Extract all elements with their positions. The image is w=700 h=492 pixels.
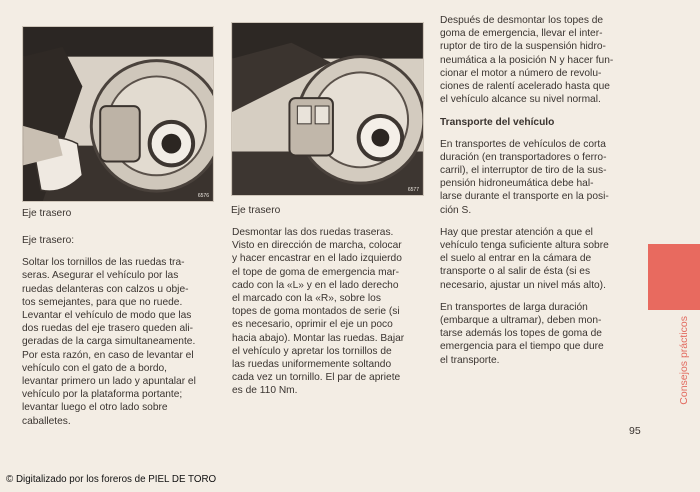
credit-line: © Digitalizado por los foreros de PIEL DE TORO xyxy=(6,474,217,485)
paragraph: En transportes de larga duración (embarque a ultramar), deben mon- tarse además los topes de goma de emergencia para el tiempo que dure el transporte. xyxy=(440,301,604,366)
column-1 xyxy=(22,234,218,437)
figure-rear-axle-photo-2 xyxy=(231,22,424,196)
column-3 xyxy=(440,14,636,376)
paragraph: Después de desmontar los topes de goma de emergencia, llevar el inter- ruptor de tiro de la suspensión hidro- neumática a la posición N y hacer fun- cionar el motor a número de revolu- ciones de ralentí acelerado hasta que el vehículo alcance su nivel normal. xyxy=(440,15,614,106)
page-number: 95 xyxy=(629,425,641,437)
brake-disc-illustration xyxy=(232,23,423,195)
figure-code: 6576 xyxy=(197,193,209,199)
section-heading: Transporte del vehículo xyxy=(440,117,555,129)
section-heading: Eje trasero: xyxy=(22,235,75,246)
figure-caption: Eje trasero xyxy=(231,205,281,216)
brake-disc-illustration xyxy=(23,27,213,201)
paragraph: Soltar los tornillos de las ruedas tra- seras. Asegurar el vehículo por las ruedas delanteras con calzos u obje- tos semejantes, para que no ruede. Levantar el vehículo de modo que las dos ruedas del eje trasero queden ali- geradas de la carga simultaneamente. Por esta razón, en caso de levantar el vehículo con el gato de a bordo, levantar primero un lado y apuntalar el vehículo por la plataforma portante; levantar luego el otro lado sobre caballetes. xyxy=(22,257,196,427)
paragraph: En transportes de vehículos de corta duración (en transportadores o ferro- carril), el interruptor de tiro de la sus- pensión hidroneumática debe hal- larse durante el transporte en la posi- ción S. xyxy=(440,138,609,216)
paragraph: Desmontar las dos ruedas traseras. Visto en dirección de marcha, colocar y hacer encastrar en el lado izquierdo el tope de goma de emergencia mar- cado con la «L» y en el lado derecho el marcado con la «R», sobre los topes de goma montados de serie (si es necesario, oprimir el eje un poco hacia abajo). Montar las ruedas. Bajar el vehículo y apretar los tornillos de las ruedas uniformemente soltando cada vez un tornillo. El par de apriete es de 110 Nm. xyxy=(232,227,405,397)
figure-rear-axle-photo-1 xyxy=(22,26,214,202)
chapter-label: Consejos prácticos xyxy=(678,316,690,405)
figure-code: 6577 xyxy=(407,187,419,193)
figure-caption: Eje trasero xyxy=(22,208,72,219)
chapter-tab xyxy=(648,244,700,310)
paragraph: Hay que prestar atención a que el vehículo tenga suficiente altura sobre el suelo al entrar en la cámara de transporte o al salir de ésta (si es necesario, ajustar un nivel más alto). xyxy=(440,226,609,291)
column-2 xyxy=(232,226,424,407)
